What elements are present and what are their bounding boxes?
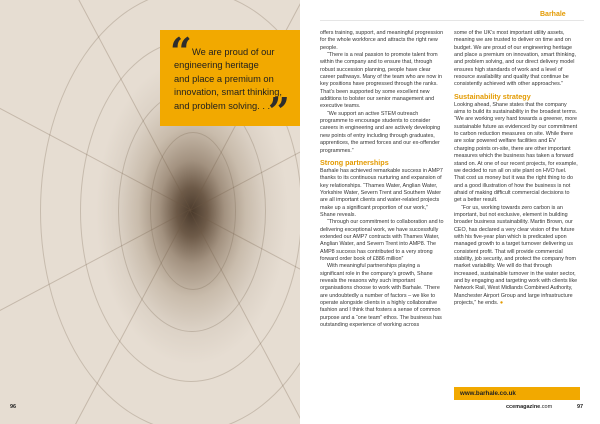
paragraph-text: “For us, working towards zero carbon is an important, but not exclusive, element in building broader business sustainability. Martin Brown, our CEO, has declared a very clear vision of the future with his five-year plan which is predicated upon managed growth to a target turnover delivering us consistent profit. That will provide commercial stability, job security, and protect the company from market variability. We will do that through increased, sustainable turnover in the water sector, and by engaging and targeting work with clients like Network Rail, West Midlands Combined Authority, Manchester Airport Group and large infrastructure projects,” he ends. [454,204,578,307]
end-mark-icon: ● [499,300,504,307]
header-rule [320,20,584,21]
open-quote-icon: “ [170,29,192,74]
pull-quote-line: We are proud of our [192,47,275,57]
page-number-right: 97 [577,404,584,410]
magazine-name-suffix: .com [540,404,553,410]
pull-quote-line: and place a premium on [174,73,274,84]
section-heading-partnerships: Strong partnerships [320,157,389,167]
pull-quote-line: and problem solving. . . [174,100,271,111]
article-column-1 [320,30,444,329]
close-quote-icon: ” [268,89,290,134]
paragraph: some of the UK’s most important utility assets, meaning we are trusted to deliver on time and on budget. We are proud of our engineering heritage and place a premium on innovation, smart thinking, and problem solving, and our direct delivery model ensures high standards of work and a level of resource availability and quality that continue be consistently achieved with other approaches.” [454,30,576,88]
article-column-2 [454,30,578,307]
paragraph [454,205,578,308]
paragraph: With meaningful partnerships playing a significant role in the company’s growth, Shane reveals the reasons why such important organisations choose to work with Barhale. “There are undoubtedly a number of factors – we like to operate alongside clients in a highly collaborative fashion and I think that fosters a sense of common purpose and a “one team” ethos. The business has outstanding experience of working across [320,263,442,329]
paragraph: offers training, support, and meaningful progression for the whole workforce and attracts the right new people. [320,30,444,51]
magazine-name [506,404,552,410]
website-link[interactable]: www.barhale.co.uk [460,390,516,397]
pull-quote-line: innovation, smart thinking, [174,87,283,98]
paragraph: “There is a real passion to promote talent from within the company and to ensure that, through robust succession planning, people have clear career pathways. Many of the team who are now in key positions have progressed through the ranks. That’s been supported by some excellent new additions to bolster our senior management and executive teams. [320,52,442,110]
paragraph: Barhale has achieved remarkable success in AMP7 thanks to its continuous nurturing and expansion of key relationships. “Thames Water, Anglian Water, Yorkshire Water, Severn Trent and Southern Water are all important clients and water-related projects make up a significant proportion of our work,” Shane reveals. [320,167,443,218]
brand-header: Barhale [540,11,566,18]
paragraph: “Through our commitment to collaboration and to delivering exceptional work, we have successfully extended our AMP7 contracts with Thames Water, Anglian Water, and Severn Trent into AMP8. The AMP8 success has contributed to a very strong forward order book of £886 million” [320,219,444,262]
paragraph: Looking ahead, Shane states that the company aims to build its sustainability in the broadest terms. “We are working very hard towards a greener, more sustainable future as evidenced by our commitment to carbon reduction measures on site. While there are solar powered welfare facilities and EV charging points on-site, there are other important measures which the business has taken a forward stand on. At one of our recent projects, for example, we decided to run all on site plant on HVO fuel. That cost us money but it was the right thing to do and a good illustration of how the business is not afraid of making difficult commercial decisions to get a better result. [454,101,578,204]
paragraph: “We support an active STEM outreach programme to encourage students to consider careers in engineering and are actively developing new points of entry including through graduates, apprentices, the armed forces and our ex-offender programmes.” [320,110,441,154]
pull-quote-line: engineering heritage [174,60,259,71]
page-number-left: 96 [10,404,17,410]
section-heading-sustainability: Sustainability strategy [454,91,531,101]
magazine-name-bold: ccemagazine [506,404,541,410]
